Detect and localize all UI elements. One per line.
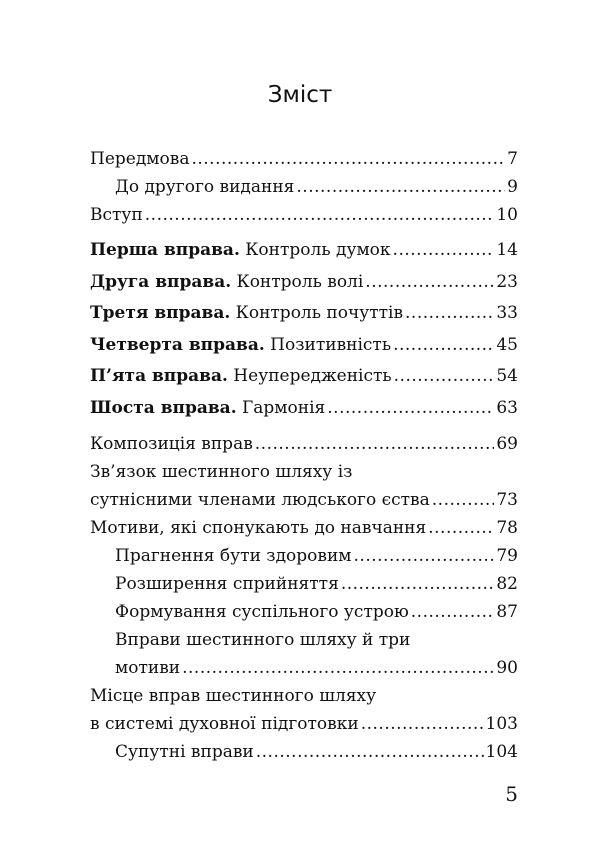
leader-dots [394,361,495,393]
toc-entry[interactable] [90,173,518,201]
entry-title: Неупередженість [227,366,392,386]
toc-entry[interactable] [90,682,518,738]
toc-entry[interactable] [90,330,518,362]
entry-title-line: Вправи шестинного шляху й три [115,630,411,650]
toc-entry[interactable] [90,542,518,570]
toc-entry[interactable] [90,598,518,626]
entry-page: 63 [496,397,518,418]
entry-title: Композиція вправ [90,434,253,454]
leader-dots [428,514,494,542]
entry-title: Контроль думок [239,240,391,260]
exercise-label: П’ята вправа. [90,366,228,386]
entry-title: Мотиви, які спонукають до навчання [90,518,427,538]
leader-dots [405,298,494,330]
exercise-label: Перша вправа. [90,240,240,260]
leader-dots [145,201,495,229]
entry-page: 78 [496,518,518,538]
toc-entry[interactable] [90,267,518,299]
leader-dots [354,542,495,570]
entry-title: До другого видання [115,177,295,197]
entry-page: 9 [507,177,518,197]
entry-page: 103 [485,714,518,734]
leader-dots [182,654,494,682]
toc-entry[interactable] [90,298,518,330]
entry-title: Передмова [90,149,190,169]
leader-dots [327,393,494,425]
exercise-label: Четверта вправа. [90,334,265,355]
entry-title: Контроль почуттів [230,303,404,323]
leader-dots [256,738,484,766]
leader-dots [411,598,495,626]
toc-entry[interactable] [90,393,518,425]
leader-dots [341,570,495,598]
entry-page: 87 [496,602,518,622]
leader-dots [432,486,495,514]
page-number: 5 [505,782,518,806]
entry-title: Вступ [90,205,143,225]
toc-entry[interactable] [90,514,518,542]
leader-dots [393,330,494,362]
entry-title: Супутні вправи [115,742,254,762]
entry-page: 7 [507,149,518,169]
entry-title: Контроль волі [231,271,364,292]
leader-dots [191,145,505,173]
toc-entry[interactable] [90,145,518,173]
exercise-label: Друга вправа. [90,271,232,292]
toc-entry[interactable] [90,235,518,267]
entry-page: 33 [496,303,518,323]
entry-title: Розширення сприйняття [115,574,339,594]
page-title: Зміст [267,82,333,108]
entry-page: 90 [496,658,518,678]
leader-dots [361,710,484,738]
toc-entry[interactable] [90,361,518,393]
entry-title-line: Місце вправ шестинного шляху [90,686,377,706]
toc-entry[interactable] [90,570,518,598]
toc-entry[interactable] [90,738,518,766]
exercise-label: Третя вправа. [90,303,231,323]
leader-dots [255,430,495,458]
entry-title: в системі духовної підготовки [90,714,359,734]
toc-entry[interactable] [90,626,518,682]
entry-page: 79 [496,546,518,566]
entry-page: 10 [496,205,518,225]
entry-page: 45 [496,334,518,355]
table-of-contents [90,145,518,766]
exercise-label: Шоста вправа. [90,397,237,418]
entry-title-line: Зв’язок шестинного шляху із [90,462,353,482]
entry-page: 23 [496,271,518,292]
entry-page: 54 [496,366,518,386]
entry-title: Формування суспільного устрою [115,602,409,622]
entry-title: Позитивність [264,334,392,355]
entry-title: Гармонія [236,397,326,418]
toc-entry[interactable] [90,201,518,229]
toc-entry[interactable] [90,430,518,458]
entry-title: сутнісними членами людського єства [90,490,430,510]
entry-page: 69 [496,434,518,454]
entry-title: мотиви [115,658,181,678]
leader-dots [296,173,505,201]
leader-dots [365,267,494,299]
entry-page: 82 [496,574,518,594]
toc-entry[interactable] [90,458,518,514]
entry-page: 73 [496,490,518,510]
leader-dots [393,235,495,267]
entry-title: Прагнення бути здоровим [115,546,352,566]
entry-page: 14 [496,240,518,260]
entry-page: 104 [485,742,518,762]
